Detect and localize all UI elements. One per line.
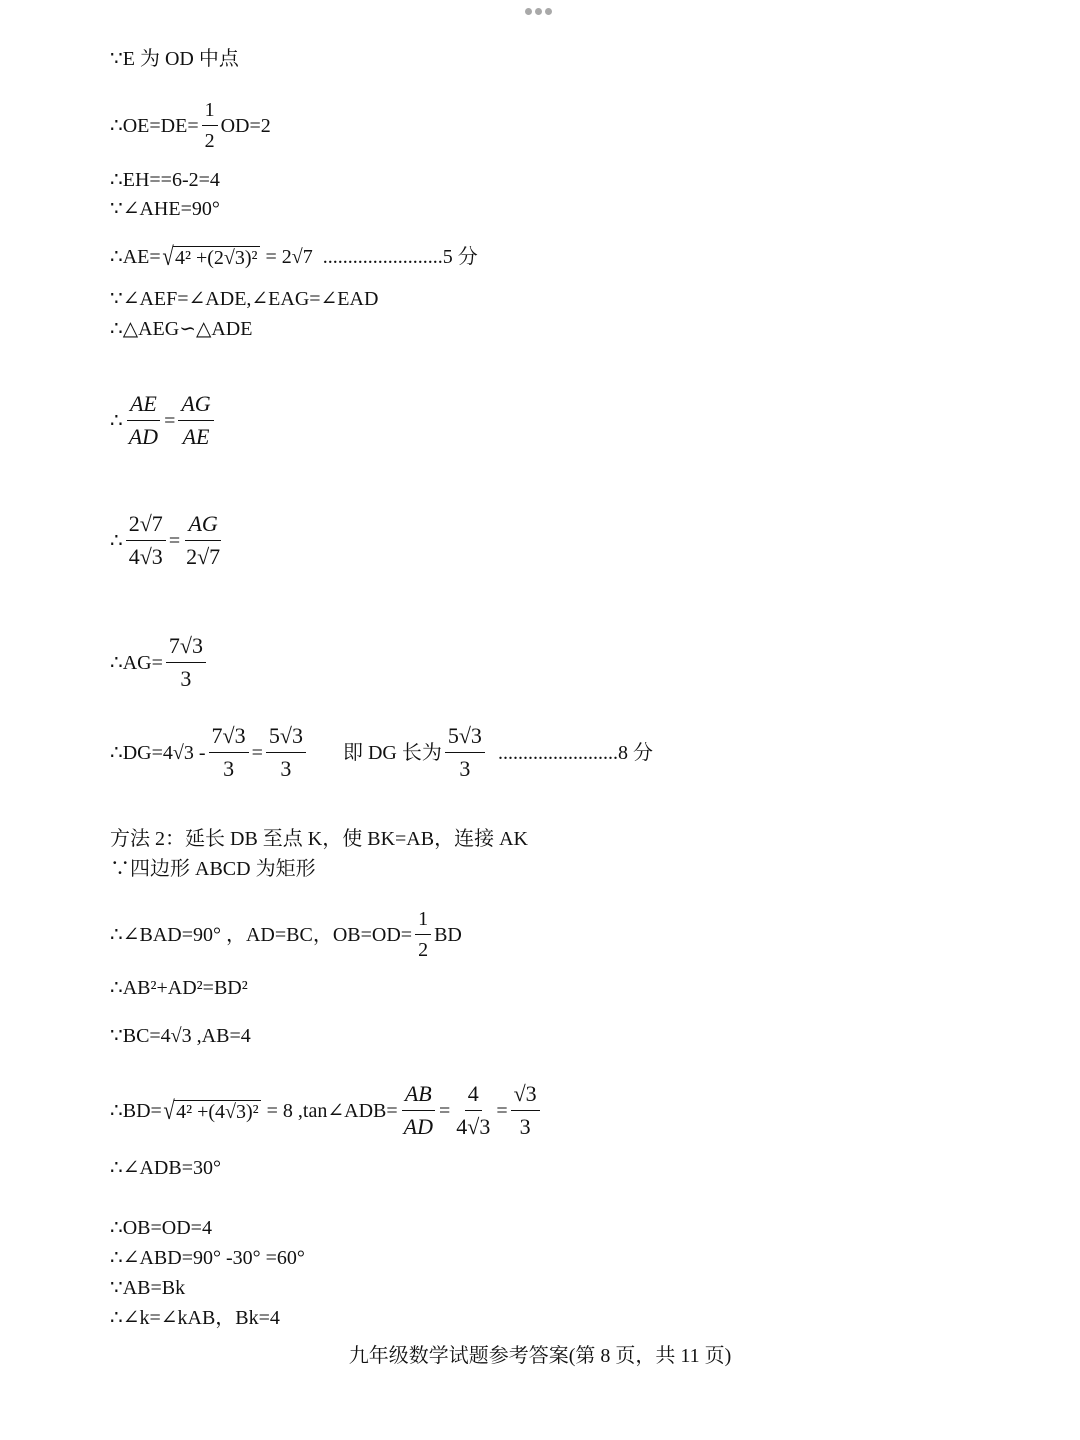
- half-fraction: $\frac{1}{2}$: [202, 95, 218, 156]
- line-3: ∴EH==6-2=4: [110, 169, 220, 191]
- line-11: ∴DG=4√3 - $\frac{7√3}{3}$ = $\frac{5√3}{3}$ 即 DG 长为 $\frac{5√3}{3}$ ........................8 分: [110, 720, 653, 785]
- line-2: ∴OE=DE= $\frac{1}{2}$ OD=2: [110, 95, 271, 156]
- line-16: ∵BC=4√3 ,AB=4: [110, 1025, 251, 1047]
- fraction-ae-ad: $\frac{AE}{AD}$: [126, 388, 161, 453]
- dot: [545, 8, 552, 15]
- line-9: ∴ $\frac{2√7}{4√3}$ = $\frac{AG}{2√7}$: [110, 508, 226, 573]
- line-8: ∴ $\frac{AE}{AD}$ = $\frac{AG}{AE}$: [110, 388, 217, 453]
- fraction-5r3-3: $\frac{5√3}{3}$: [445, 720, 485, 785]
- fraction-7r3-3: $\frac{7√3}{3}$: [166, 630, 206, 695]
- fraction-4-4r3: $\frac{4}{4√3}$: [453, 1078, 493, 1143]
- line-21: ∵AB=Bk: [110, 1277, 186, 1299]
- line-6: ∵∠AEF=∠ADE,∠EAG=∠EAD: [110, 288, 379, 310]
- fraction-2r7-4r3: $\frac{2√7}{4√3}$: [126, 508, 166, 573]
- fraction-ab-ad: $\frac{AB}{AD}$: [401, 1078, 436, 1143]
- line-5: ∴AE= √ 4² +(2√3)² = 2√7 ........................5 分: [110, 242, 478, 271]
- dot: [535, 8, 542, 15]
- dot: [525, 8, 532, 15]
- fraction-5r3-3: $\frac{5√3}{3}$: [266, 720, 306, 785]
- line-18: ∴∠ADB=30°: [110, 1157, 221, 1179]
- line-19: ∴OB=OD=4: [110, 1217, 212, 1239]
- line-15: ∴AB²+AD²=BD²: [110, 977, 248, 999]
- line-10: ∴AG= $\frac{7√3}{3}$: [110, 630, 209, 695]
- fraction-7r3-3: $\frac{7√3}{3}$: [209, 720, 249, 785]
- half-fraction: $\frac{1}{2}$: [415, 904, 431, 965]
- line-17: ∴BD= √ 4² +(4√3)² = 8 ,tan∠ADB= $\frac{AB}{AD}$ = $\frac{4}{4√3}$ = $\frac{√3}{3}$: [110, 1078, 543, 1143]
- sqrt-expression: √ 4² +(4√3)²: [163, 1095, 259, 1125]
- more-dots-icon[interactable]: [525, 8, 552, 15]
- line-22: ∴∠k=∠kAB，Bk=4: [110, 1307, 280, 1329]
- line-14: ∴∠BAD=90° ，AD=BC，OB=OD= $\frac{1}{2}$ BD: [110, 904, 462, 965]
- fraction-ag-ae: $\frac{AG}{AE}$: [178, 388, 213, 453]
- line-13: ∵四边形 ABCD 为矩形: [110, 858, 316, 880]
- line-1: ∵E 为 OD 中点: [110, 48, 239, 70]
- page-footer: 九年级数学试题参考答案(第 8 页，共 11 页): [348, 1345, 732, 1367]
- line-7: ∴△AEG∽△ADE: [110, 318, 253, 340]
- line-12: 方法 2：延长 DB 至点 K，使 BK=AB，连接 AK: [110, 828, 528, 850]
- line-20: ∴∠ABD=90° -30° =60°: [110, 1247, 305, 1269]
- fraction-ag-2r7: $\frac{AG}{2√7}$: [183, 508, 223, 573]
- line-4: ∵∠AHE=90°: [110, 198, 220, 220]
- fraction-r3-3: $\frac{√3}{3}$: [511, 1078, 540, 1143]
- sqrt-expression: √ 4² +(2√3)²: [162, 242, 258, 271]
